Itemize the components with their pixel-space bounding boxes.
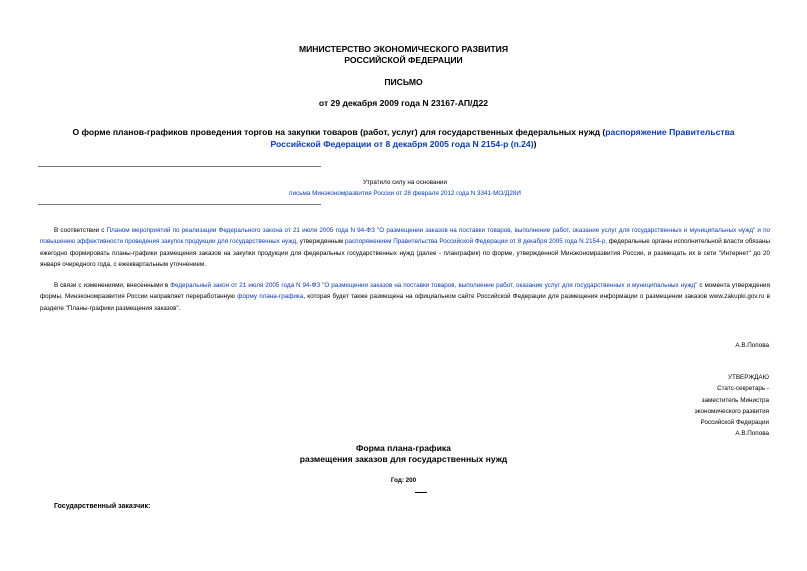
- approval-line: Статс-секретарь -: [717, 385, 769, 393]
- p2-text-3: , которая будет также размещена на официальном сайте Российской Федерации для размещения информации о размещении заказов www.zakupki.gov.ru в разделе "Планы-графики размещения заказов".: [40, 293, 771, 312]
- approval-line: экономического развития: [694, 407, 769, 415]
- ministry-name-line2: РОССИЙСКОЙ ФЕДЕРАЦИИ: [344, 55, 463, 65]
- approval-line: Российской Федерации: [700, 419, 769, 427]
- status-text: Утратило силу на основании: [362, 179, 448, 186]
- title-close-paren: ): [533, 138, 537, 149]
- customer-label: Государственный заказчик:: [54, 503, 151, 510]
- divider-top: [38, 166, 321, 167]
- form-title-line2: размещения заказов для государственных нужд: [299, 454, 508, 464]
- signature: А.В.Попова: [735, 342, 769, 349]
- title-link-line1[interactable]: распоряжение Правительства: [605, 127, 735, 137]
- p1-text-3: , федеральные органы исполнительной власти обязаны ежегодно формировать планы-графики размещения заказов на закупки продукции для федеральных государственных нужд (далее - планграфик) по форме, утвержденной Минэкономразвития России, и размещать их в сети "Интернет" до 20 января очередного года, с ежеквартальным уточнением.: [40, 238, 771, 268]
- approval-line: заместитель Министра: [701, 396, 769, 404]
- paragraph-2: [40, 280, 770, 314]
- p2-link-form[interactable]: форму плана-графика: [237, 293, 304, 301]
- document-title: [40, 127, 767, 150]
- approval-line: УТВЕРЖДАЮ: [727, 374, 769, 381]
- form-year-label: Год: 200: [390, 477, 417, 484]
- paragraph-1: [40, 225, 770, 270]
- p2-text-2: с момента утверждения формы, Минэкономразвития России направляет переработанную: [40, 282, 770, 301]
- p1-text-1: В соответствии с: [54, 227, 107, 234]
- approval-line: А.В.Попова: [735, 430, 769, 438]
- title-text: О форме планов-графиков проведения торгов на закупки товаров (работ, услуг) для государственных федеральных нужд (: [72, 127, 606, 137]
- document-date: от 29 декабря 2009 года N 23167-АП/Д22: [318, 98, 489, 108]
- year-underline: [415, 492, 427, 493]
- p2-text-1: В связи с изменениями, внесенными в: [54, 282, 171, 289]
- approval-block: [560, 372, 769, 440]
- p2-link-law[interactable]: Федеральный закон от 21 июля 2005 года N 94-ФЗ "О размещении заказов на поставки товаров, выполнение работ, оказание услуг для государственных и муниципальных нужд": [170, 282, 698, 289]
- p1-text-2: , утвержденным: [296, 238, 346, 246]
- form-title-line1: Форма плана-графика: [356, 443, 451, 453]
- p1-link-order[interactable]: распоряжением Правительства Российской Федерации от 8 декабря 2005 года N 2154-р: [345, 238, 606, 246]
- status-link[interactable]: письма Минэкономразвития России от 28 февраля 2012 года N 3341-МО/Д28И: [289, 190, 521, 197]
- document-type: ПИСЬМО: [384, 77, 423, 87]
- divider-bottom: [38, 204, 321, 205]
- p1-link-plan[interactable]: Планом мероприятий по реализации Федерального закона от 21 июля 2005 года N 94-ФЗ "О размещении заказов на поставки товаров, выполнение работ, оказание услуг для государственных и муниципальных нужд" и по повышению эффективности проведения закупок продукции для государственных нужд: [40, 227, 771, 246]
- ministry-name-line1: МИНИСТЕРСТВО ЭКОНОМИЧЕСКОГО РАЗВИТИЯ: [298, 44, 509, 54]
- title-link-line2[interactable]: Российской Федерации от 8 декабря 2005 года N 2154-р (п.24): [270, 138, 534, 149]
